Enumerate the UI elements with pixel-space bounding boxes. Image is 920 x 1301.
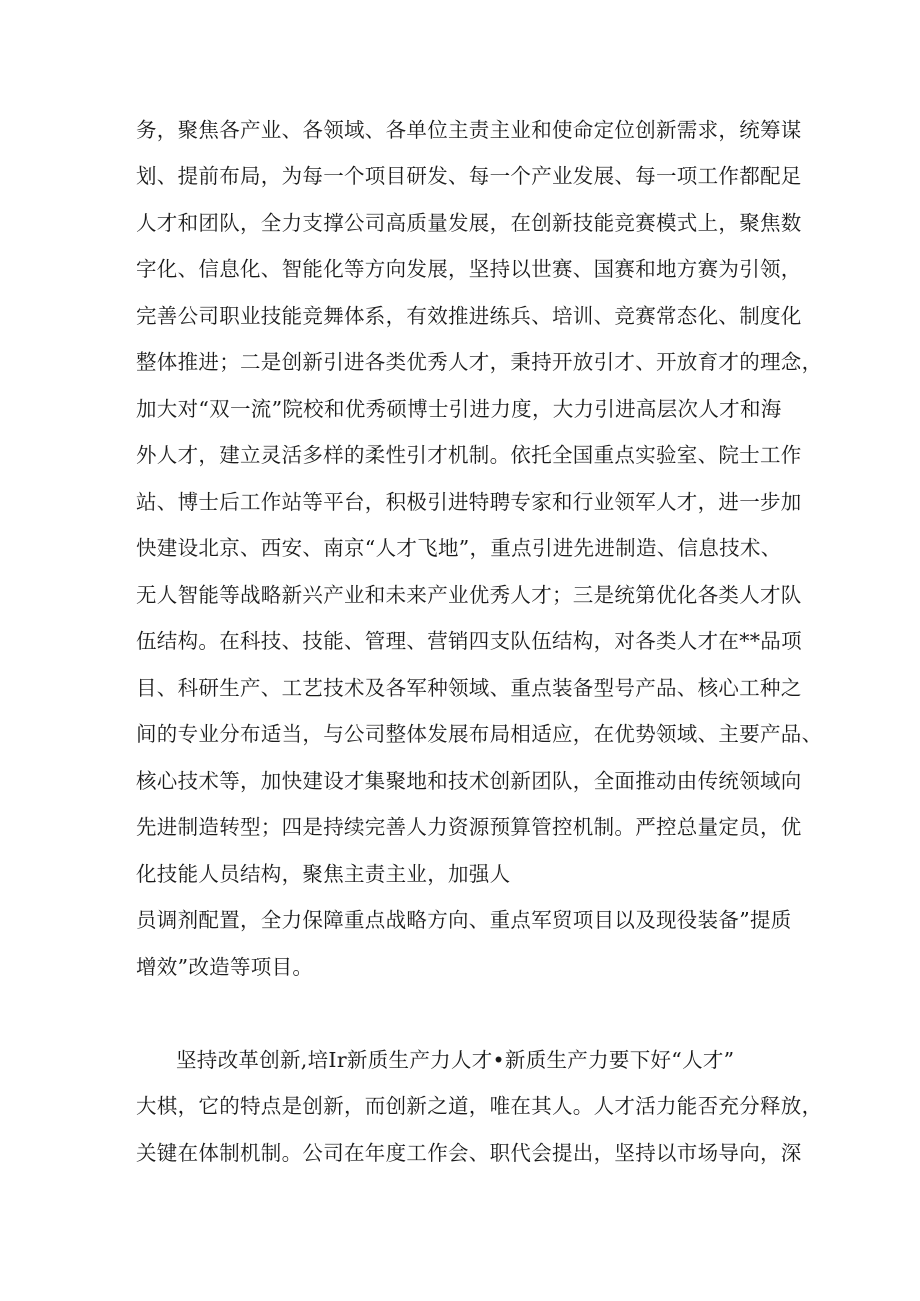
text-line: 无人智能等战略新兴产业和未来产业优秀人才；三是统第优化各类人才队 — [136, 583, 802, 607]
text-line: 字化、信息化、智能化等方向发展，坚持以世赛、国赛和地方赛为引领， — [136, 257, 802, 281]
text-line: 外人才，建立灵活多样的柔性引才机制。依托全国重点实验室、院士工作 — [136, 443, 802, 467]
text-line: 增效”改造等项目。 — [136, 955, 314, 979]
text-line: 人才和团队，全力支撑公司高质量发展，在创新技能竞赛模式上，聚焦数 — [136, 211, 802, 235]
text-line: 加大对“双一流”院校和优秀硕博士引进力度，大力引进高层次人才和海 — [136, 397, 782, 421]
paragraph-heading-line: 坚持改革创新,培Ir新质生产力人才•新质生产力要下好“人才” — [176, 1048, 735, 1072]
text-line: 化技能人员结构，聚焦主责主业，加强人 — [136, 862, 511, 886]
text-line: 核心技术等，加快建设才集聚地和技术创新团队，全面推动由传统领域向 — [136, 769, 802, 793]
text-line: 伍结构。在科技、技能、管理、营销四支队伍结构，对各类人才在**品项 — [136, 629, 802, 653]
text-line: 划、提前布局，为每一个项目研发、每一个产业发展、每一项工作都配足 — [136, 164, 802, 188]
text-line: 快建设北京、西安、南京“人才飞地”，重点引进先进制造、信息技术、 — [136, 536, 782, 560]
text-line: 先进制造转型；四是持续完善人力资源预算管控机制。严控总量定员，优 — [136, 815, 802, 839]
text-line: 间的专业分布适当，与公司整体发展布局相适应，在优势领域、主要产品、 — [136, 722, 823, 746]
text-line: 关键在体制机制。公司在年度工作会、职代会提出，坚持以市场导向，深 — [136, 1141, 802, 1165]
text-line: 整体推进；二是创新引进各类优秀人才，秉持开放引才、开放育才的理念， — [136, 350, 823, 374]
text-line: 员调剂配置，全力保障重点战略方向、重点军贸项目以及现役装备”提质 — [136, 908, 792, 932]
text-line: 务，聚焦各产业、各领域、各单位主责主业和使命定位创新需求，统筹谋 — [136, 118, 802, 142]
text-line: 完善公司职业技能竞舞体系，有效推进练兵、培训、竞赛常态化、制度化 — [136, 304, 802, 328]
text-line: 大棋，它的特点是创新，而创新之道，唯在其人。人才活力能否充分释放， — [136, 1094, 823, 1118]
text-line: 站、博士后工作站等平台，积极引进特聘专家和行业领军人才，进一步加 — [136, 490, 802, 514]
text-line: 目、科研生产、工艺技术及各军种领域、重点装备型号产品、核心工种之 — [136, 676, 802, 700]
